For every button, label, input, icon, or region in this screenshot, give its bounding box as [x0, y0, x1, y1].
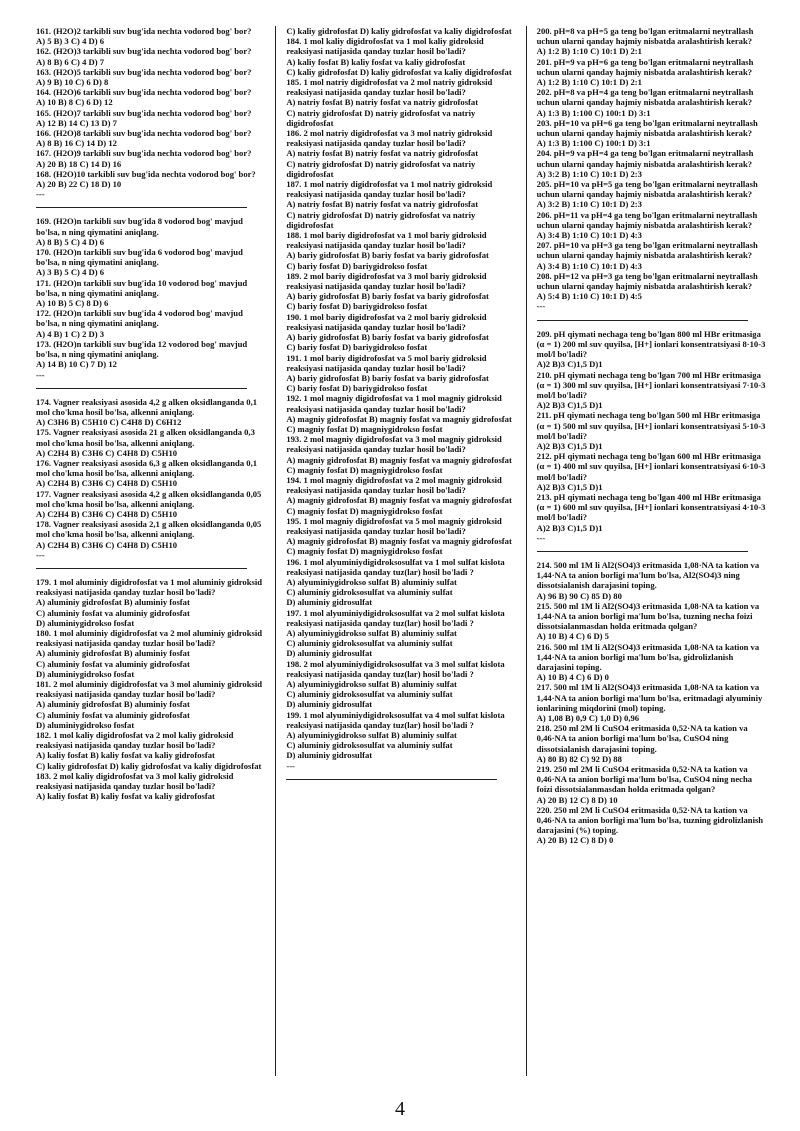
answer-options: A) alyuminiygidrokso sulfat B) aluminiy sulfat — [286, 730, 457, 741]
section-separator: --- — [36, 549, 45, 560]
question-text: 199. 1 mol alyuminiydigidroksosulfat va 4 mol sulfat kislota reaksiyasi natijasida qanday tuz(lar) hosil bo'ladi ? — [286, 709, 505, 730]
question-text: 211. pH qiymati nechaga teng bo'lgan 500 ml HBr eritmasiga (α = 1) 500 ml suv quyilsa, [H+] ionlari konsentratsiyasi 5·10-3 mol/l bo'ladi? — [536, 410, 766, 441]
answer-options: A)2 B)3 C)1,5 D)1 — [536, 440, 603, 451]
answer-options: A) alyuminiygidrokso sulfat B) aluminiy sulfat — [286, 576, 457, 587]
question-text: 212. pH qiymati nechaga teng bo'lgan 600 ml HBr eritmasiga (α = 1) 400 ml suv quyilsa, [H+] ionlari konsentratsiyasi 6·10-3 mol/l bo'ladi? — [536, 451, 766, 482]
section-separator: --- — [536, 301, 546, 312]
answer-options: C) aluminiy gidroksosulfat va aluminiy sulfat — [286, 587, 453, 598]
question-text: 213. pH qiymati nechaga teng bo'lgan 400 ml HBr eritmasiga (α = 1) 600 ml suv quyilsa, [H+] ionlari konsentratsiyasi 4·10-3 mol/l bo'ladi? — [536, 491, 766, 523]
answer-options: A) natriy fosfat B) natriy fosfat va natriy gidrofosfat — [286, 199, 479, 210]
answer-options: A) 14 B) 10 C) 7 D) 12 — [36, 359, 117, 370]
answer-options: A) 3 B) 5 C) 4 D) 6 — [36, 267, 105, 278]
answer-options: A) 1:2 B) 1:10 C) 10:1 D) 2:1 — [536, 77, 642, 88]
question-text: 195. 1 mol magniy digidrofosfat va 5 mol magniy gidroksid reaksiyasi natijasida qanday tuzlar hosil bo'ladi? — [286, 515, 502, 536]
answer-options: A) C2H4 B) C3H6 C) C4H8 D) C5H10 — [36, 508, 178, 519]
question-text: 216. 500 ml 1M li Al2(SO4)3 eritmasida 1,08·NA ta kation va 1,44·NA ta anion borligi ma'lum bo'lsa, gidrolizlanish darajasini toping. — [536, 641, 760, 672]
question-text: 209. pH qiymati nechaga teng bo'lgan 800 ml HBr eritmasiga (α = 1) 200 ml suv quyilsa, [H+] ionlari konsentratsiyasi 8·10-3 mol/l bo'ladi? — [536, 328, 766, 360]
question-text: 204. pH=9 va pH=4 ga teng bo'lgan eritmalarni neytrallash uchun ularni qanday hajmiy nisbatda aralashtirish kerak? — [536, 148, 754, 169]
question-text: 215. 500 ml 1M li Al2(SO4)3 eritmasida 1,08·NA ta kation va 1,44·NA ta anion borligi ma'lum bo'lsa, tuzning necha foizi dissotsialanmasdan holda eritmada qolgan? — [536, 600, 760, 632]
answer-options: A) 20 B) 18 C) 14 D) 16 — [36, 158, 122, 169]
answer-options: A)2 B)3 C)1,5 D)1 — [536, 522, 603, 533]
question-text: 193. 2 mol magniy digidrofosfat va 3 mol magniy gidroksid reaksiyasi natijasida qanday tuzlar hosil bo'ladi? — [286, 434, 502, 455]
answer-options: A) magniy gidrofosfat B) magniy fosfat va magniy gidrofosfat — [286, 495, 512, 506]
question-text: 174. Vagner reaksiyasi asosida 4,2 g alken oksidlanganda 0,1 mol cho'kma hosil bo'lsa, alkenni aniqlang. — [36, 396, 258, 417]
column-left — [36, 26, 275, 1076]
question-text: 192. 1 mol magniy digidrofosfat va 1 mol magniy gidroksid reaksiyasi natijasida qanday tuzlar hosil bo'ladi? — [286, 393, 502, 414]
question-text: 205. pH=10 va pH=5 ga teng bo'lgan eritmalarni neytrallash uchun ularni qanday hajmiy nisbatda aralashtirish kerak? — [536, 179, 758, 200]
question-text: 167. (H2O)9 tarkibli suv bug'ida nechta vodorod bog' bor? — [36, 148, 252, 159]
question-text: 177. Vagner reaksiyasi asosida 4,2 g alken oksidlanganda 0,05 mol cho'kma hosil bo'lsa, alkenni aniqlang. — [36, 488, 262, 509]
answer-options: A) 8 B) 6 C) 4 D) 7 — [36, 56, 105, 67]
test-page — [36, 26, 776, 1076]
answer-options: A) 4 B) 1 C) 2 D) 3 — [36, 328, 105, 339]
question-text: 166. (H2O)8 tarkibli suv bug'ida nechta vodorod bog' bor? — [36, 128, 252, 139]
question-text: 184. 1 mol kaliy digidrofosfat va 1 mol kaliy gidroksid reaksiyasi natijasida qanday tuzlar hosil bo'ladi? — [286, 36, 484, 57]
question-text: 218. 250 ml 2M li CuSO4 eritmasida 0,52·NA ta kation va 0,46·NA ta anion borligi ma'lum bo'lsa, CuSO4 ning dissotsialanish darajasini toping. — [536, 723, 748, 754]
question-text: 219. 250 ml 2M li CuSO4 eritmasida 0,52·NA ta kation va 0,46·NA ta anion borligi ma'lum bo'lsa, CuSO4 ning necha foizi dissotsialanmasdan holda eritmada qolgan? — [536, 764, 753, 795]
section-separator: --- — [536, 532, 546, 543]
answer-options: C) magniy fosfat D) magniygidrokso fosfat — [286, 546, 443, 557]
answer-options: A) C3H6 B) C5H10 C) C4H8 D) C6H12 — [36, 417, 182, 428]
answer-options: A) 1:2 B) 1:10 C) 10:1 D) 2:1 — [536, 46, 642, 57]
answer-options: A) 8 B) 5 C) 4 D) 6 — [36, 236, 105, 247]
answer-options: A) kaliy fosfat B) kaliy fosfat va kaliy gidrofosfat — [286, 56, 466, 67]
question-text: 190. 1 mol bariy digidrofosfat va 2 mol bariy gidroksid reaksiyasi natijasida qanday tuzlar hosil bo'ladi? — [286, 311, 487, 332]
question-text: 188. 1 mol bariy digidrofosfat va 1 mol bariy gidroksid reaksiyasi natijasida qanday tuzlar hosil bo'ladi? — [286, 230, 487, 251]
question-text: 210. pH qiymati nechaga teng bo'lgan 700 ml HBr eritmasiga (α = 1) 300 ml suv quyilsa, [H+] ionlari konsentratsiyasi 7·10-3 mol/l bo'ladi? — [536, 369, 766, 400]
question-text: 198. 2 mol alyuminiydigidroksosulfat va 3 mol sulfat kislota reaksiyasi natijasida qanday tuz(lar) hosil bo'ladi ? — [286, 658, 505, 679]
answer-options: A) 3:4 B) 1:10 C) 10:1 D) 4:3 — [536, 230, 642, 241]
answer-options: A) magniy gidrofosfat B) magniy fosfat va magniy gidrofosfat — [286, 536, 512, 547]
answer-options: A)2 B)3 C)1,5 D)1 — [536, 481, 603, 492]
answer-options: A) 10 B) 5 C) 8 D) 6 — [36, 298, 109, 309]
question-text: 189. 2 mol bariy digidrofosfat va 3 mol bariy gidroksid reaksiyasi natijasida qanday tuzlar hosil bo'ladi? — [286, 270, 487, 292]
question-text: 180. 1 mol aluminiy digidrofosfat va 2 mol aluminiy gidroksid reaksiyasi natijasida qanday tuzlar hosil bo'ladi? — [36, 627, 263, 649]
answer-options: C) bariy fosfat D) bariygidrokso fosfat — [286, 301, 428, 312]
section-separator: --- — [36, 189, 45, 200]
question-text: 202. pH=8 va pH=4 ga teng bo'lgan eritmalarni neytrallash uchun ularni qanday hajmiy nisbatda aralashtirish kerak? — [536, 87, 754, 108]
question-text: 168. (H2O)10 tarkibli suv bug'ida nechta vodorod bog' bor? — [36, 168, 256, 179]
question-text: 161. (H2O)2 tarkibli suv bug'ida nechta vodorod bog' bor? — [36, 26, 252, 36]
answer-options: A) 20 B) 22 C) 18 D) 10 — [36, 179, 122, 190]
question-text: 171. (H2O)n tarkibli suv bug'ida 10 vodorod bog' mavjud bo'lsa, n ning qiymatini aniqlang. — [36, 277, 248, 298]
answer-options: C) aluminiy fosfat va aluminiy gidrofosfat — [36, 607, 190, 618]
answer-options: D) aluminiygidrokso fosfat — [36, 719, 135, 730]
answer-options: A) natriy fosfat B) natriy fosfat va natriy gidrofosfat — [286, 148, 479, 159]
question-text: 206. pH=11 va pH=4 ga teng bo'lgan eritmalarni neytrallash uchun ularni qanday hajmiy nisbatda aralashtirish kerak? — [536, 209, 758, 230]
answer-options: A) 5:4 B) 1:10 C) 10:1 D) 4:5 — [536, 291, 642, 302]
question-text: 197. 1 mol alyuminiydigidroksosulfat va 2 mol sulfat kislota reaksiyasi natijasida qanday tuz(lar) hosil bo'ladi ? — [286, 607, 505, 628]
answer-options: A) C2H4 B) C3H6 C) C4H8 D) C5H10 — [36, 539, 178, 550]
question-text: 176. Vagner reaksiyasi asosida 6,3 g alken oksidlanganda 0,1 mol cho'kma hosil bo'lsa, alkenni aniqlang. — [36, 457, 258, 479]
answer-options: A) kaliy fosfat B) kaliy fosfat va kaliy gidrofosfat — [36, 750, 215, 761]
answer-options: D) aluminiygidrokso fosfat — [36, 668, 135, 679]
question-text: 172. (H2O)n tarkibli suv bug'ida 4 vodorod bog' mavjud bo'lsa, n ning qiymatini aniqlang. — [36, 308, 243, 329]
answer-options: A) 1:3 B) 1:100 C) 100:1 D) 3:1 — [536, 138, 651, 149]
question-text: 165. (H2O)7 tarkibli suv bug'ida nechta vodorod bog' bor? — [36, 107, 252, 118]
question-text: 220. 250 ml 2M li CuSO4 eritmasida 0,52·NA ta kation va 0,46·NA ta anion borligi ma'lum bo'lsa, tuzning gidrolizlanish darajasini (%) toping. — [536, 804, 764, 836]
answer-options: A) 1,08 B) 0,9 C) 1,0 D) 0,96 — [536, 713, 640, 723]
answer-options: A) natriy fosfat B) natriy fosfat va natriy gidrofosfat — [286, 97, 479, 108]
question-text: 170. (H2O)n tarkibli suv bug'ida 6 vodorod bog' mavjud bo'lsa, n ning qiymatini aniqlang. — [36, 247, 243, 268]
answer-options: A) 10 B) 4 C) 6 D) 5 — [536, 631, 609, 642]
answer-options: A) 3:2 B) 1:10 C) 10:1 D) 2:3 — [536, 199, 642, 210]
question-text: 208. pH=12 va pH=3 ga teng bo'lgan eritmalarni neytrallash uchun ularni qanday hajmiy nisbatda aralashtirish kerak? — [536, 270, 758, 292]
answer-options: C) kaliy gidrofosfat D) kaliy gidrofosfat va kaliy digidrofosfat — [286, 66, 512, 77]
answer-options: C) natriy gidrofosfat D) natriy gidrofosfat va natriy digidrofosfat — [286, 209, 476, 230]
answer-options: C) natriy gidrofosfat D) natriy gidrofosfat va natriy digidrofosfat — [286, 158, 476, 179]
answer-options: A) 96 B) 90 C) 85 D) 80 — [536, 590, 622, 601]
answer-options: A) 10 B) 4 C) 6 D) 0 — [536, 672, 609, 683]
answer-options: A) 3:2 B) 1:10 C) 10:1 D) 2:3 — [536, 168, 642, 179]
question-text: 191. 1 mol bariy digidrofosfat va 5 mol bariy gidroksid reaksiyasi natijasida qanday tuzlar hosil bo'ladi? — [286, 352, 487, 373]
question-text: 194. 1 mol magniy digidrofosfat va 2 mol magniy gidroksid reaksiyasi natijasida qanday tuzlar hosil bo'ladi? — [286, 474, 502, 496]
question-text: 185. 1 mol natriy digidrofosfat va 2 mol natriy gidroksid reaksiyasi natijasida qanday tuzlar hosil bo'ladi? — [286, 77, 493, 98]
answer-options: A) 9 B) 10 C) 6 D) 8 — [36, 77, 109, 88]
answer-options: A) 12 B) 14 C) 13 D) 7 — [36, 117, 117, 128]
answer-options: A) alyuminiygidrokso sulfat B) aluminiy sulfat — [286, 679, 457, 689]
answer-options: C) kaliy gidrofosfat D) kaliy gidrofosfat va kaliy digidrofosfat — [286, 26, 512, 36]
question-text: 175. Vagner reaksiyasi asosida 21 g alken oksidlanganda 0,3 mol cho'kma hosil bo'lsa, alkenni aniqlang. — [36, 427, 255, 448]
answer-options: C) natriy gidrofosfat D) natriy gidrofosfat va natriy digidrofosfat — [286, 107, 476, 128]
answer-options: C) magniy fosfat D) magniygidrokso fosfat — [286, 423, 443, 434]
answer-options: A) C2H4 B) C3H6 C) C4H8 D) C5H10 — [36, 447, 178, 458]
question-text: 201. pH=9 va pH=6 ga teng bo'lgan eritmalarni neytrallash uchun ularni qanday hajmiy nisbatda aralashtirish kerak? — [536, 56, 754, 77]
answer-options: C) magniy fosfat D) magniygidrokso fosfat — [286, 464, 443, 475]
divider-line — [286, 779, 497, 780]
answer-options: A) 20 B) 12 C) 8 D) 10 — [536, 794, 618, 805]
answer-options: D) aluminiy gidrosulfat — [286, 648, 373, 659]
page-number: 4 — [395, 1098, 405, 1120]
section-separator: --- — [36, 369, 45, 380]
answer-options: D) aluminiygidrokso fosfat — [36, 617, 135, 628]
answer-options: A) 3:4 B) 1:10 C) 10:1 D) 4:3 — [536, 260, 642, 271]
answer-options: C) bariy fosfat D) bariygidrokso fosfat — [286, 342, 428, 353]
question-text: 164. (H2O)6 tarkibli suv bug'ida nechta vodorod bog' bor? — [36, 87, 252, 98]
divider-line — [36, 568, 247, 569]
answer-options: A) aluminiy gidrofosfat B) aluminiy fosfat — [36, 648, 190, 659]
answer-options: A) magniy gidrofosfat B) magniy fosfat va magniy gidrofosfat — [286, 413, 512, 424]
divider-line — [36, 207, 247, 208]
question-text: 181. 2 mol aluminiy digidrofosfat va 3 mol aluminiy gidroksid reaksiyasi natijasida qanday tuzlar hosil bo'ladi? — [36, 678, 263, 700]
answer-options: D) aluminiy gidrosulfat — [286, 699, 373, 710]
column-middle — [275, 26, 525, 1076]
question-text: 173. (H2O)n tarkibli suv bug'ida 12 vodorod bog' mavjud bo'lsa, n ning qiymatini aniqlang. — [36, 338, 248, 360]
answer-options: A) 1:3 B) 1:100 C) 100:1 D) 3:1 — [536, 107, 651, 118]
question-text: 187. 1 mol natriy digidrofosfat va 1 mol natriy gidroksid reaksiyasi natijasida qanday tuzlar hosil bo'ladi? — [286, 179, 493, 200]
answer-options: D) aluminiy gidrosulfat — [286, 750, 373, 761]
answer-options: A) bariy gidrofosfat B) bariy fosfat va bariy gidrofosfat — [286, 372, 489, 383]
answer-options: C) aluminiy gidroksosulfat va aluminiy sulfat — [286, 689, 453, 700]
answer-options: A) 20 B) 12 C) 8 D) 0 — [536, 835, 614, 846]
answer-options: A) aluminiy gidrofosfat B) aluminiy fosfat — [36, 597, 190, 608]
answer-options: C) aluminiy fosfat va aluminiy gidrofosfat — [36, 709, 190, 720]
question-text: 179. 1 mol aluminiy digidrofosfat va 1 mol aluminiy gidroksid reaksiyasi natijasida qanday tuzlar hosil bo'ladi? — [36, 576, 263, 598]
answer-options: A) 5 B) 3 C) 4 D) 6 — [36, 36, 105, 47]
answer-options: C) aluminiy fosfat va aluminiy gidrofosfat — [36, 658, 190, 669]
answer-options: A) magniy gidrofosfat B) magniy fosfat va magniy gidrofosfat — [286, 454, 512, 465]
column-right — [526, 26, 776, 1076]
answer-options: C) kaliy gidrofosfat D) kaliy gidrofosfat va kaliy digidrofosfat — [36, 760, 262, 771]
answer-options: C) bariy fosfat D) bariygidrokso fosfat — [286, 260, 428, 271]
question-text: 200. pH=8 va pH=5 ga teng bo'lgan eritmalarni neytrallash uchun ularni qanday hajmiy nisbatda aralashtirish kerak? — [536, 26, 754, 47]
answer-options: A)2 B)3 C)1,5 D)1 — [536, 400, 603, 411]
answer-options: D) aluminiy gidrosulfat — [286, 597, 373, 608]
answer-options: A) bariy gidrofosfat B) bariy fosfat va bariy gidrofosfat — [286, 250, 489, 261]
section-separator: --- — [286, 760, 295, 771]
question-text: 178. Vagner reaksiyasi asosida 2,1 g alken oksidlanganda 0,05 mol cho'kma hosil bo'lsa, alkenni aniqlang. — [36, 519, 262, 540]
question-text: 162. (H2O)3 tarkibli suv bug'ida nechta vodorod bog' bor? — [36, 46, 252, 57]
answer-options: C) aluminiy gidroksosulfat va aluminiy sulfat — [286, 638, 453, 649]
divider-line — [537, 320, 748, 321]
question-text: 183. 2 mol kaliy digidrofosfat va 3 mol kaliy gidroksid reaksiyasi natijasida qanday tuzlar hosil bo'ladi? — [36, 770, 234, 792]
question-text: 169. (H2O)n tarkibli suv bug'ida 8 vodorod bog' mavjud bo'lsa, n ning qiymatini aniqlang. — [36, 216, 243, 237]
question-text: 207. pH=10 va pH=3 ga teng bo'lgan eritmalarni neytrallash uchun ularni qanday hajmiy nisbatda aralashtirish kerak? — [536, 240, 758, 261]
question-text: 203. pH=10 va pH=6 ga teng bo'lgan eritmalarni neytrallash uchun ularni qanday hajmiy nisbatda aralashtirish kerak? — [536, 117, 758, 139]
answer-options: A)2 B)3 C)1,5 D)1 — [536, 359, 603, 370]
answer-options: A) bariy gidrofosfat B) bariy fosfat va bariy gidrofosfat — [286, 332, 489, 343]
answer-options: A) bariy gidrofosfat B) bariy fosfat va bariy gidrofosfat — [286, 291, 489, 302]
answer-options: A) 8 B) 16 C) 14 D) 12 — [36, 138, 117, 149]
answer-options: A) C2H4 B) C3H6 C) C4H8 D) C5H10 — [36, 478, 178, 489]
answer-options: A) 10 B) 8 C) 6 D) 12 — [36, 97, 113, 108]
question-text: 163. (H2O)5 tarkibli suv bug'ida nechta vodorod bog' bor? — [36, 66, 252, 77]
answer-options: C) aluminiy gidroksosulfat va aluminiy sulfat — [286, 740, 453, 751]
divider-line — [36, 388, 247, 389]
question-text: 182. 1 mol kaliy digidrofosfat va 2 mol kaliy gidroksid reaksiyasi natijasida qanday tuzlar hosil bo'ladi? — [36, 730, 234, 751]
question-text: 217. 500 ml 1M li Al2(SO4)3 eritmasida 1,08·NA ta kation va 1,44·NA ta anion borligi ma'lum bo'lsa, eritmadagi alyuminiy ionlarining miqdorini (mol) toping. — [536, 682, 763, 713]
question-text: 196. 1 mol alyuminiydigidroksosulfat va 1 mol sulfat kislota reaksiyasi natijasida qanday tuz(lar) hosil bo'ladi ? — [286, 556, 505, 577]
divider-line — [537, 551, 748, 552]
answer-options: C) magniy fosfat D) magniygidrokso fosfat — [286, 505, 443, 516]
answer-options: A) aluminiy gidrofosfat B) aluminiy fosfat — [36, 699, 190, 710]
answer-options: C) bariy fosfat D) bariygidrokso fosfat — [286, 383, 428, 394]
question-text: 186. 2 mol natriy digidrofosfat va 3 mol natriy gidroksid reaksiyasi natijasida qanday tuzlar hosil bo'ladi? — [286, 128, 493, 149]
answer-options: A) 80 B) 82 C) 92 D) 88 — [536, 753, 622, 764]
answer-options: A) alyuminiygidrokso sulfat B) aluminiy sulfat — [286, 627, 457, 638]
answer-options: A) kaliy fosfat B) kaliy fosfat va kaliy gidrofosfat — [36, 791, 215, 802]
question-text: 214. 500 ml 1M li Al2(SO4)3 eritmasida 1,08·NA ta kation va 1,44·NA ta anion borligi ma'lum bo'lsa, Al2(SO4)3 ning dissotsialanish darajasini toping. — [536, 559, 760, 591]
